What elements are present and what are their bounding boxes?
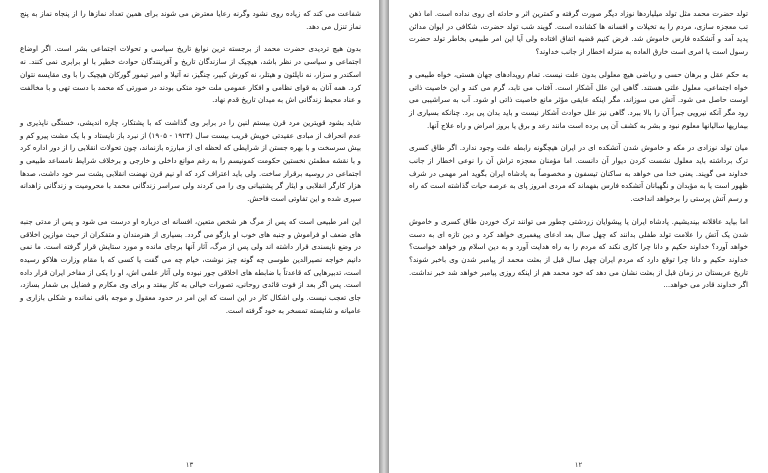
paragraph: شفاعت می کند که زیاده روی نشود وگرنه رعایا معترض می شوند برای همین تعداد نمازها را از پنجاه نماز به پنج نماز تنزل می دهد. — [20, 9, 361, 31]
book-gutter — [379, 0, 389, 473]
paragraph: این امر طبیعی است که پس از مرگ هر شخص متعین، افسانه ای درباره او درست می شود و پس از مدتی جنبه های ضعف او فراموش و جنبه های خوب او بازگو می گردد. بسیاری از هنرمندان و متفکران از حیث موازین اخلاقی در وضع ناپسندی قرار داشته اند ولی پس از مرگ، آثار آنها برجای مانده و مورد ستایش قرار گرفته است. ما نمی دانیم خواجه نصیرالدین طوسی چه گونه چیز نوشت، خیام چه می گفت یا کسی که با مقام وزارت هلاکو رسیده است، تدبیرهایی که قاعدتاً با ضابطه های اخلاقی جور نبوده ولی آثار علمی اش، او را یکی از مفاخر ایران قرار داده است. پس اگر بعد از فوت قائدی روحانی، تصورات خیالی به کار بیفتد و برای وی مکارم و فضایل بی شمار بسازد، جای تعجب نیست. ولی اشکال کار در این است که این امر در حدود معقول و موجه باقی نمانده و شکلی بازاری و عامیانه و شایسته تمسخر به خود گرفته است. — [20, 216, 361, 315]
page-number: ۱۲ — [574, 461, 583, 469]
right-page-text — [409, 8, 748, 292]
left-page-text — [20, 8, 361, 317]
paragraph: اما بیاید عاقلانه بیندیشیم. پادشاه ایران یا پیشوایان زردشتی چطور می توانند ترک خوردن طاق کسری و خاموش شدن یک آتش را علامت تولد طفلی بدانند که چهل سال بعد ادعای پیغمبری خواهد کرد و دین تازه ای به دست خواهد آورد؟ خداوند حکیم و دانا چرا کاری نکند که مردم را به راه هدایت آورد و به دین اسلام ور خواهد خواست؟ خداوند حکیم و دانا چرا توقع دارد که مردم ایران چهل سال قبل از بعثت محمد از پیامبر شدن وی باخبر شوند؟ تاریخ عربستان در زمان قبل از بعثت نشان می دهد که خود محمد هم از اینکه روزی پیامبر خواهد شد خبر نداشت. اگر خداوند قادر می خواهد... — [409, 216, 748, 290]
paragraph: تولد حضرت محمد مثل تولد میلیاردها نوزاد دیگر صورت گرفته و کمترین اثر و حادثه ای روی نداده است. اما ذهن تب معجزه سازی، مردم را به تخیلات و افسانه ها کشانده است. گویند شب تولد حضرت، شکافی در ایوان مدائن پدید آمد و آتشکده فارس خاموش شد. فرض کنیم قضیه اتفاق افتاده ولی آیا این امر طبیعی بخاطر تولد حضرت رسول است یا امری است خارق العاده به منزله اخطار از جانب خداوند؟ — [409, 9, 748, 57]
paragraph: میان تولد نوزادی در مکه و خاموش شدن آتشکده ای در ایران هیچگونه رابطه علت وجود ندارد. اگر طاق کسری ترک برداشته باید معلول نشست کردن دیوار آن دانست. اما مؤمنان معجزه تراش آن را نوعی اخطار از جانب خداوند می گویند. یعنی خدا می خواهد به ساکنان تیسفون و مخصوصاً به پادشاه ایران بگوید امر مهمی در شرف ظهور است یا به مؤبدان و نگهبانان آتشکده فارس بفهماند که مردی امروز پای به عرصه حیات گذاشته است که راه و رسم آتش پرستی را برخواهد انداخت. — [409, 143, 748, 204]
right-page — [389, 0, 768, 473]
paragraph: بدون هیچ تردیدی حضرت محمد از برجسته ترین نوابغ تاریخ سیاسی و تحولات اجتماعی بشر است. اگر اوضاع اجتماعی و سیاسی در نظر باشد، هیچیک از سازندگان تاریخ و آفرینندگان حوادث خطیر با او برابری نمی کنند. نه اسکندر و سزار، نه ناپلئون و هیتلر، نه کورش کبیر، چنگیز، نه آتیلا و امیر تیمور گورکان هیچیک را با وی مقایسه نتوان کرد. همه آنان به قوای نظامی و افکار عمومی ملت خود متکی بودند در صورتی که محمد با دست تهی و با مخالفت و عناد محیط زندگانی اش به میدان تاریخ قدم نهاد. — [20, 44, 361, 105]
page-number: ۱۳ — [185, 461, 194, 469]
paragraph: شاید بشود قویترین مرد قرن بیستم لنین را در برابر وی گذاشت که با پشتکار، چاره اندیشی، خستگی ناپذیری و عدم انحراف از مبادی عقیدتی خویش قریب بیست سال (۱۹۲۴ - ۱۹۰۵) از نبرد باز نایستاد و با یک مشت پیرو کم و بیش سرسخت و با بهره جستن از شرایطی که لحظه ای از مبارزه بازنماند، چون تحولات انقلابی را از دور اداره کرد و با نقشه مطمئن نخستین حکومت کمونیسم را به رغم موانع داخلی و خارجی و برخلاف شرایط نامساعد طبیعی و اجتماعی در روسیه برقرار ساخت. ولی باید اعتراف کرد که او نیم قرن نهضت انقلابی پشت سر خود داشت، صدها هزار کارگر انقلابی و ایثار گر پشتیبانی وی را می کردند ولی سراسر زندگانی محمد با محرومیت و زندگانی زاهدانه سپری شده و این تفاوتی است فاحش. — [20, 117, 361, 204]
left-page — [0, 0, 379, 473]
paragraph: به حکم عقل و برهان حسی و ریاضی هیچ معلولی بدون علت نیست. تمام رویدادهای جهان هستی، خواه طبیعی و خواه اجتماعی، معلول علتی هستند. گاهی این علل آشکار است. آفتاب می تابد، گرم می کند و این خاصیت ذاتی اوست حاصل می شود. آتش می سوزاند، مگر اینکه عایقی مؤثر مانع خاصیت ذاتی او شود. آب به سراشیبی می رود مگر آنکه نیرویی جبراً آن را بالا ببرد. گاهی نیز علل حوادث آشکار نیست و باید بدان پی برد. چنانکه بسیاری از بیماریها سالیانها معلوم نبود و بشر به کشف آن پی برده است مانند رعد و برق یا بروز امراض و راه علاج آنها. — [409, 69, 748, 130]
